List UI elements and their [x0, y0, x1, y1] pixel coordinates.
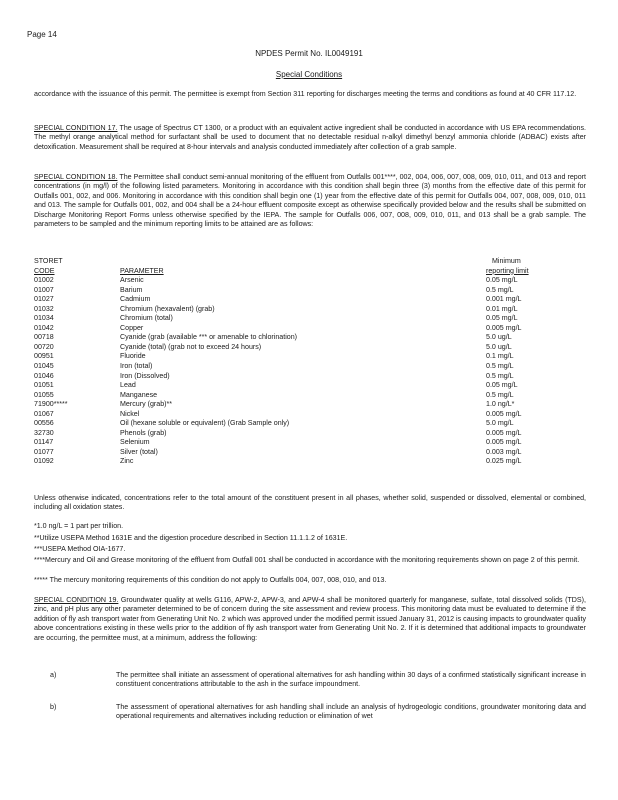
- sc17-heading: SPECIAL CONDITION 17.: [34, 124, 118, 132]
- reporting-limit-cell: 0.003 mg/L: [486, 447, 522, 456]
- table-row: [34, 391, 586, 401]
- unless-paragraph: Unless otherwise indicated, concentrations refer to the total amount of the constituent present in all phases, whether solid, suspended or dissolved, elemental or combined, including all oxidation states.: [34, 494, 586, 512]
- storet-code-cell: 01147: [34, 438, 54, 447]
- storet-code-cell: 01067: [34, 409, 54, 418]
- parameter-cell: Iron (total): [120, 362, 153, 371]
- table-row: [34, 286, 586, 296]
- storet-code-cell: 01092: [34, 457, 54, 466]
- parameter-cell: Phenols (grab): [120, 428, 167, 437]
- reporting-limit-cell: 0.025 mg/L: [486, 457, 522, 466]
- intro-paragraph: accordance with the issuance of this permit. The permittee is exempt from Section 311 reporting for discharges meeting the terms and conditions as found at 40 CFR 117.12.: [34, 90, 577, 98]
- table-row: [34, 372, 586, 382]
- sc17-text: The usage of Spectrus CT 1300, or a product with an equivalent active ingredient shall be conducted in accordance with US EPA recommendations. The methyl orange analytical method for surfactant shall be used to document that no detectable residual n-alkyl dimethyl benzyl ammonia chloride (ADBAC) exists after detoxification. Measurement shall be required at 8-hour intervals and analysis conducted immediately after collection of a grab sample.: [34, 124, 586, 151]
- footnote-5: ***** The mercury monitoring requirements of this condition do not apply to Outfalls 004, 007, 008, 010, and 013.: [34, 576, 387, 584]
- storet-code-cell: 32730: [34, 428, 54, 437]
- reporting-limit-cell: 5.0 ug/L: [486, 342, 512, 351]
- parameter-cell: Lead: [120, 381, 136, 390]
- storet-code-cell: 71900*****: [34, 400, 68, 409]
- header-minimum: Minimum: [492, 257, 521, 265]
- reporting-limit-cell: 0.005 mg/L: [486, 323, 522, 332]
- table-header-row-2: [34, 267, 586, 277]
- reporting-limit-cell: 0.05 mg/L: [486, 381, 518, 390]
- storet-code-cell: 01055: [34, 390, 54, 399]
- parameter-cell: Cadmium: [120, 295, 151, 304]
- parameters-table: [34, 257, 586, 467]
- parameter-cell: Nickel: [120, 409, 140, 418]
- table-row: [34, 352, 586, 362]
- reporting-limit-cell: 0.1 mg/L: [486, 352, 514, 361]
- storet-code-cell: 01045: [34, 362, 54, 371]
- table-row: [34, 314, 586, 324]
- reporting-limit-cell: 0.05 mg/L: [486, 276, 518, 285]
- table-row: [34, 410, 586, 420]
- parameter-cell: Silver (total): [120, 447, 158, 456]
- storet-code-cell: 01034: [34, 314, 54, 323]
- table-row: [34, 457, 586, 467]
- parameter-cell: Barium: [120, 285, 143, 294]
- sc19-heading: SPECIAL CONDITION 19.: [34, 596, 119, 604]
- reporting-limit-cell: 0.01 mg/L: [486, 304, 518, 313]
- reporting-limit-cell: 0.5 mg/L: [486, 371, 514, 380]
- storet-code-cell: 00556: [34, 419, 54, 428]
- table-row: [34, 343, 586, 353]
- table-row: [34, 400, 586, 410]
- reporting-limit-cell: 0.5 mg/L: [486, 362, 514, 371]
- special-condition-18: [34, 173, 586, 229]
- table-row: [34, 324, 586, 334]
- storet-code-cell: 01051: [34, 381, 54, 390]
- parameter-cell: Iron (Dissolved): [120, 371, 170, 380]
- list-item-a-label: a): [50, 671, 57, 679]
- storet-code-cell: 00720: [34, 342, 54, 351]
- table-row: [34, 295, 586, 305]
- reporting-limit-cell: 0.005 mg/L: [486, 409, 522, 418]
- parameter-cell: Oil (hexane soluble or equivalent) (Grab Sample only): [120, 419, 290, 428]
- storet-code-cell: 01042: [34, 323, 54, 332]
- table-row: [34, 381, 586, 391]
- reporting-limit-cell: 0.001 mg/L: [486, 295, 522, 304]
- parameter-cell: Fluoride: [120, 352, 146, 361]
- table-body: [34, 276, 586, 467]
- table-row: [34, 419, 586, 429]
- sc18-heading: SPECIAL CONDITION 18.: [34, 173, 118, 181]
- storet-code-cell: 01002: [34, 276, 54, 285]
- reporting-limit-cell: 5.0 ug/L: [486, 333, 512, 342]
- storet-code-cell: 01046: [34, 371, 54, 380]
- special-condition-17: [34, 124, 586, 152]
- header-parameter: PARAMETER: [120, 266, 164, 275]
- reporting-limit-cell: 0.5 mg/L: [486, 285, 514, 294]
- footnote-2: **Utilize USEPA Method 1631E and the digestion procedure described in Section 11.1.1.2 of 1631E.: [34, 534, 348, 542]
- sc19-text: Groundwater quality at wells G116, APW-2, APW-3, and APW-4 shall be monitored quarterly for manganese, sulfate, total dissolved solids (TDS), zinc, and pH plus any other parameter determined to be of concern during the site assessment and review process. This monitoring data must be evaluated to determine if the addition of fly ash transport water from Generating Unit No. 2 which was approved under the modified permit issued January 31, 2012 is causing impacts to groundwater quality above concentrations existing in these wells prior to the addition of fly ash transport water from Generating Unit No. 2. If it is determined that additional impacts to groundwater are occurring, the permittee must, at a minimum, address the following:: [34, 596, 586, 642]
- reporting-limit-cell: 5.0 mg/L: [486, 419, 514, 428]
- table-row: [34, 448, 586, 458]
- table-row: [34, 333, 586, 343]
- list-item-b-text: The assessment of operational alternatives for ash handling shall include an analysis of hydrogeologic conditions, groundwater monitoring data and operational requirements and alternatives including reduction or elimination of wet: [116, 703, 586, 721]
- parameter-cell: Manganese: [120, 390, 158, 399]
- table-row: [34, 305, 586, 315]
- parameter-cell: Arsenic: [120, 276, 144, 285]
- storet-code-cell: 00951: [34, 352, 54, 361]
- table-row: [34, 429, 586, 439]
- reporting-limit-cell: 0.005 mg/L: [486, 438, 522, 447]
- table-row: [34, 438, 586, 448]
- reporting-limit-cell: 0.5 mg/L: [486, 390, 514, 399]
- reporting-limit-cell: 0.05 mg/L: [486, 314, 518, 323]
- footnote-3: ***USEPA Method OIA-1677.: [34, 545, 126, 553]
- storet-code-cell: 01032: [34, 304, 54, 313]
- parameter-cell: Copper: [120, 323, 144, 332]
- reporting-limit-cell: 0.005 mg/L: [486, 428, 522, 437]
- parameter-cell: Chromium (total): [120, 314, 173, 323]
- header-storet: STORET: [34, 257, 63, 265]
- header-code: CODE: [34, 266, 55, 275]
- storet-code-cell: 00718: [34, 333, 54, 342]
- footnote-1: *1.0 ng/L = 1 part per trillion.: [34, 522, 124, 530]
- permit-title: NPDES Permit No. IL0049191: [255, 49, 363, 58]
- footnote-4: ****Mercury and Oil and Grease monitoring of the effluent from Outfall 001 shall be conducted in accordance with the monitoring requirements shown on page 2 of this permit.: [34, 556, 580, 564]
- header-reporting-limit: reporting limit: [486, 266, 529, 275]
- parameter-cell: Mercury (grab)**: [120, 400, 173, 409]
- storet-code-cell: 01077: [34, 447, 54, 456]
- list-item-a-text: The permittee shall initiate an assessment of operational alternatives for ash handling within 30 days of a confirmed statistically significant increase in constituent concentrations attributable to the ash in the surface impoundment.: [116, 671, 586, 689]
- table-row: [34, 276, 586, 286]
- special-condition-19: [34, 596, 586, 643]
- storet-code-cell: 01007: [34, 285, 54, 294]
- parameter-cell: Cyanide (total) (grab not to exceed 24 hours): [120, 342, 262, 351]
- table-header-row-1: [34, 257, 586, 267]
- parameter-cell: Zinc: [120, 457, 134, 466]
- parameter-cell: Cyanide (grab (available *** or amenable to chlorination): [120, 333, 298, 342]
- storet-code-cell: 01027: [34, 295, 54, 304]
- section-title: Special Conditions: [275, 70, 343, 79]
- parameter-cell: Chromium (hexavalent) (grab): [120, 304, 215, 313]
- parameter-cell: Selenium: [120, 438, 150, 447]
- page-number: Page 14: [27, 30, 57, 39]
- sc18-text: The Permittee shall conduct semi-annual monitoring of the effluent from Outfalls 001****, 002, 004, 006, 007, 008, 009, 010, 011, and 013 and report concentrations (in mg/l) of the following listed parameters. Monitoring in accordance with this condition shall begin three (3) months from the effective date of this permit for Outfalls 001, 002, and 006. Monitoring in accordance with this condition shall begin one (1) year from the effective date of this permit for Outfalls 004, 007, 008, 009, 010, 011 and 013. The sample for Outfalls 001, 002, and 004 shall be a 24-hour effluent composite except as otherwise specifically provided below and the results shall be submitted on Discharge Monitoring Report Forms unless otherwise specified by the IEPA. The sample for Outfalls 006, 007, 008, 009, 010, 011, and 013 shall be a grab sample. The parameters to be sampled and the minimum reporting limits to be attained are as follows:: [34, 173, 586, 229]
- table-row: [34, 362, 586, 372]
- reporting-limit-cell: 1.0 ng/L*: [486, 400, 515, 409]
- list-item-b-label: b): [50, 703, 57, 711]
